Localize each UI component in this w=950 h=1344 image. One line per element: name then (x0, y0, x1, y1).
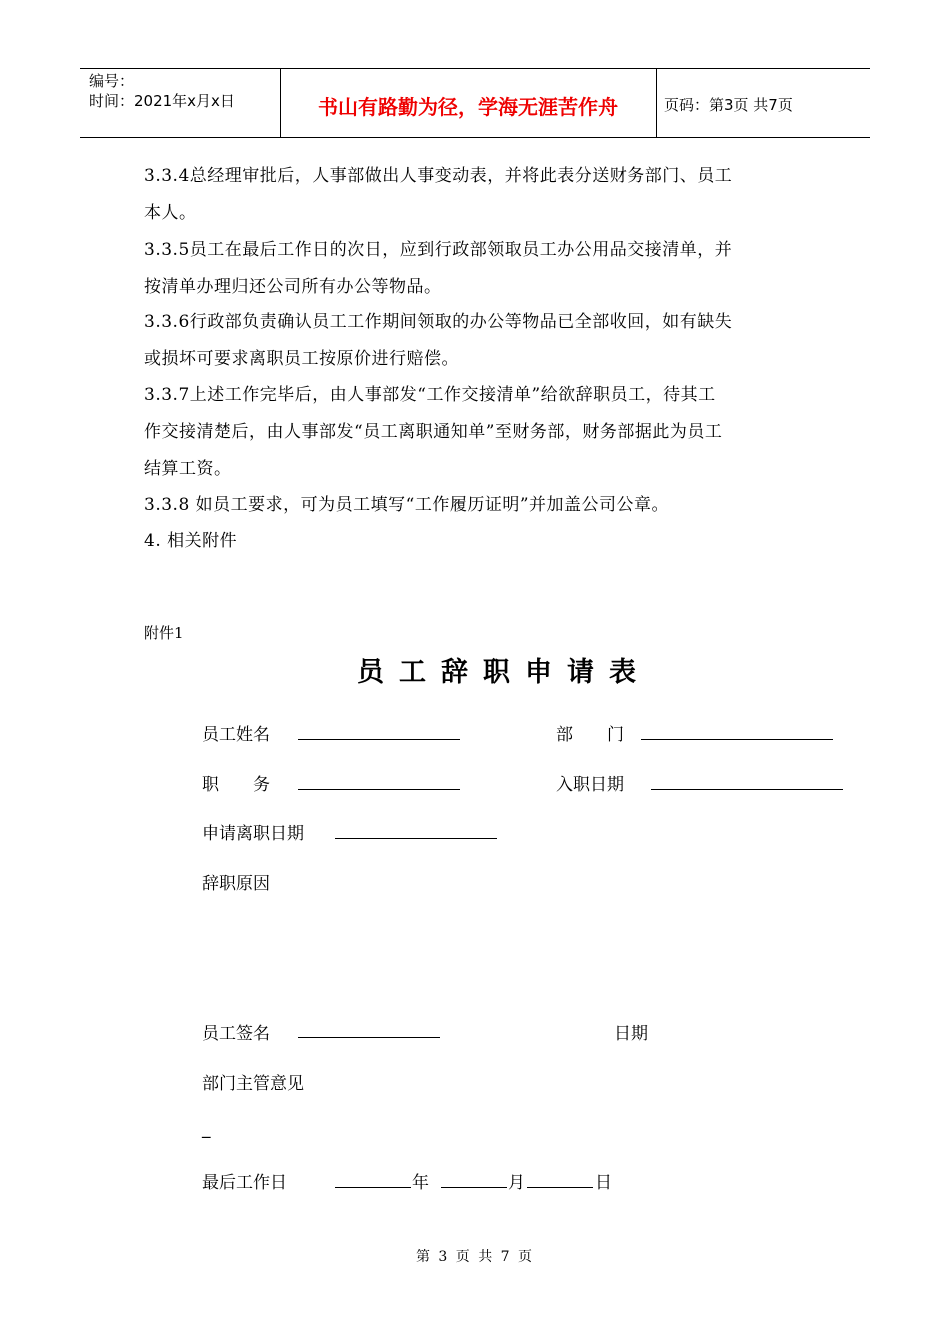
position-label: 职 务 (202, 775, 270, 795)
body-line: 或损坏可要求离职员工按原价进行赔偿。 (144, 349, 459, 369)
resign-date-field[interactable] (335, 838, 497, 839)
body-line: 本人。 (144, 203, 197, 223)
last-day-month-field[interactable] (441, 1187, 507, 1188)
signature-field[interactable] (298, 1037, 440, 1038)
hire-date-field[interactable] (651, 789, 843, 790)
month-label: 月 (508, 1173, 525, 1193)
department-label: 部 门 (556, 725, 624, 745)
employee-name-label: 员工姓名 (202, 725, 270, 745)
document-header (80, 68, 870, 138)
form-title: 员工辞职申请表 (357, 657, 651, 688)
reason-label: 辞职原因 (202, 874, 270, 894)
section-heading: 4. 相关附件 (144, 531, 238, 551)
last-day-year-field[interactable] (335, 1187, 411, 1188)
header-divider (656, 69, 657, 137)
header-meta (89, 71, 235, 111)
body-line: 3.3.6行政部负责确认员工工作期间领取的办公等物品已全部收回，如有缺失 (144, 312, 733, 332)
position-field[interactable] (298, 789, 460, 790)
department-field[interactable] (641, 739, 833, 740)
header-motto: 书山有路勤为径，学海无涯苦作舟 (318, 95, 618, 119)
year-label: 年 (412, 1173, 429, 1193)
body-line: 3.3.5员工在最后工作日的次日，应到行政部领取员工办公用品交接清单，并 (144, 240, 733, 260)
body-line: 3.3.4总经理审批后，人事部做出人事变动表，并将此表分送财务部门、员工 (144, 166, 733, 186)
opinion-field-stub: _ (202, 1119, 211, 1139)
body-line: 结算工资。 (144, 459, 232, 479)
document-time-label: 时间：2021年x月x日 (89, 92, 235, 110)
resign-date-label: 申请离职日期 (202, 824, 304, 844)
document-number-label: 编号： (89, 72, 135, 90)
hire-date-label: 入职日期 (556, 775, 624, 795)
body-line: 作交接清楚后，由人事部发“员工离职通知单”至财务部，财务部据此为员工 (144, 422, 723, 442)
body-line: 按清单办理归还公司所有办公等物品。 (144, 277, 442, 297)
header-page-info: 页码：第3页 共7页 (664, 96, 793, 114)
signature-label: 员工签名 (202, 1024, 270, 1044)
last-day-label: 最后工作日 (202, 1173, 287, 1193)
body-line: 3.3.8 如员工要求，可为员工填写“工作履历证明”并加盖公司公章。 (144, 495, 670, 515)
body-line: 3.3.7上述工作完毕后，由人事部发“工作交接清单”给欲辞职员工，待其工 (144, 385, 716, 405)
employee-name-field[interactable] (298, 739, 460, 740)
page-footer: 第 3 页 共 7 页 (415, 1249, 535, 1265)
last-day-day-field[interactable] (527, 1187, 593, 1188)
attachment-label: 附件1 (144, 624, 184, 642)
signature-date-label: 日期 (614, 1024, 648, 1044)
manager-opinion-label: 部门主管意见 (202, 1074, 304, 1094)
day-label: 日 (595, 1173, 612, 1193)
